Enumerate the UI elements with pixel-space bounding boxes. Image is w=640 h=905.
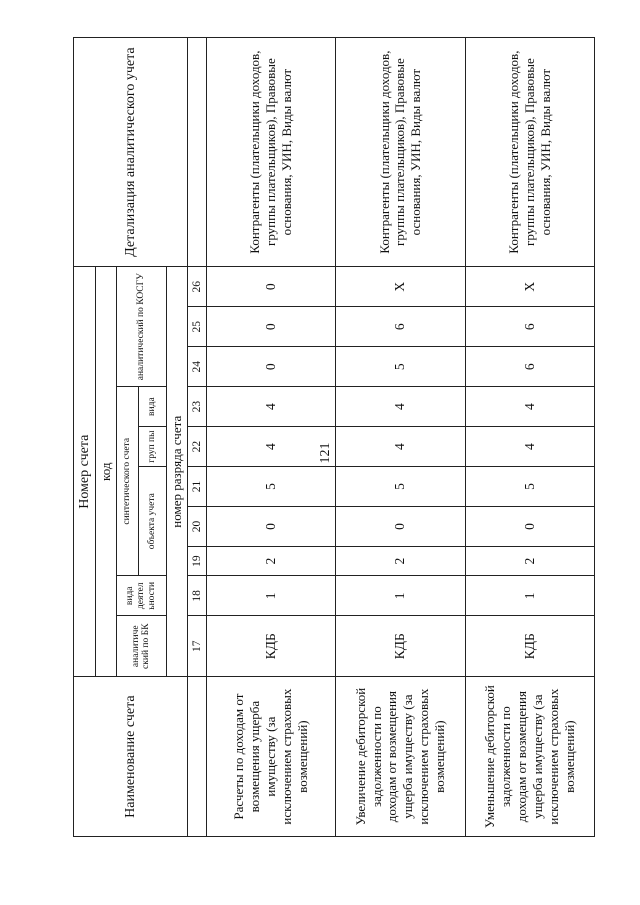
column-number: 22 [187, 427, 206, 467]
rotated-table-container [73, 37, 575, 837]
value-cell: 6 [465, 307, 594, 347]
value-cell: 0 [206, 506, 335, 546]
code-header: код [96, 267, 117, 677]
column-number: 17 [187, 616, 206, 677]
table-row [465, 38, 594, 837]
column-number: 25 [187, 307, 206, 347]
activity-type-header: вида деятел ьности [116, 576, 166, 616]
digit-number-header: номер разряда счета [166, 267, 187, 677]
kind-header: вида [138, 387, 166, 427]
value-cell: 6 [465, 347, 594, 387]
accounts-table [73, 37, 595, 837]
value-cell: 1 [465, 576, 594, 616]
value-cell: 0 [206, 267, 335, 307]
detail-header: Детализация аналитического учета [74, 38, 188, 267]
value-cell: 0 [206, 307, 335, 347]
value-cell: 4 [206, 387, 335, 427]
value-cell: 4 [465, 387, 594, 427]
value-cell: X [465, 267, 594, 307]
name-header: Наименование счета [74, 677, 188, 837]
value-cell: КДБ [465, 616, 594, 677]
value-cell: X [335, 267, 465, 307]
analytic-kosgu-header: аналитический по КОСГУ [116, 267, 166, 387]
value-cell: 0 [335, 506, 465, 546]
value-cell: 2 [206, 546, 335, 575]
analytic-bk-header: аналитиче ский по БК [116, 616, 166, 677]
value-cell: 0 [465, 506, 594, 546]
column-number: 20 [187, 506, 206, 546]
account-name: Расчеты по доходам от возмещения ущерба имуществу (за исключением страховых возмещений) [206, 677, 335, 837]
column-number: 26 [187, 267, 206, 307]
column-number: 24 [187, 347, 206, 387]
column-number: 23 [187, 387, 206, 427]
value-cell: 5 [465, 467, 594, 507]
value-cell: 1 [335, 576, 465, 616]
column-number: 19 [187, 546, 206, 575]
column-number-name [187, 677, 206, 837]
value-cell: 5 [335, 467, 465, 507]
value-cell: КДБ [206, 616, 335, 677]
account-name: Увеличение дебиторской задолженности по доходам от возмещения ущерба имуществу (за исключением страховых возмещений) [335, 677, 465, 837]
group-header: груп пы [138, 427, 166, 467]
value-cell: 1 [206, 576, 335, 616]
page-number: 121 [318, 442, 333, 464]
value-cell: 4 [335, 387, 465, 427]
value-cell: 5 [206, 467, 335, 507]
column-number: 18 [187, 576, 206, 616]
value-cell: 5 [335, 347, 465, 387]
account-name: Уменьшение дебиторской задолженности по доходам от возмещения ущерба имуществу (за исключением страховых возмещений) [465, 677, 594, 837]
value-cell: 0 [206, 347, 335, 387]
column-number-detail [187, 38, 206, 267]
value-cell: 4 [335, 427, 465, 467]
detail-cell: Контрагенты (плательщики доходов, группы плательщиков), Правовые основания, УИН, Виды валют [335, 38, 465, 267]
synthetic-header: синтетического счета [116, 387, 138, 576]
detail-cell: Контрагенты (плательщики доходов, группы плательщиков), Правовые основания, УИН, Виды валют [465, 38, 594, 267]
table-row [206, 38, 335, 837]
account-number-header: Номер счета [74, 267, 96, 677]
object-header: объекта учета [138, 467, 166, 576]
value-cell: 2 [335, 546, 465, 575]
detail-cell: Контрагенты (плательщики доходов, группы плательщиков), Правовые основания, УИН, Виды валют [206, 38, 335, 267]
value-cell: 4 [206, 427, 335, 467]
column-number: 21 [187, 467, 206, 507]
table-row [335, 38, 465, 837]
value-cell: 6 [335, 307, 465, 347]
value-cell: КДБ [335, 616, 465, 677]
value-cell: 4 [465, 427, 594, 467]
value-cell: 2 [465, 546, 594, 575]
